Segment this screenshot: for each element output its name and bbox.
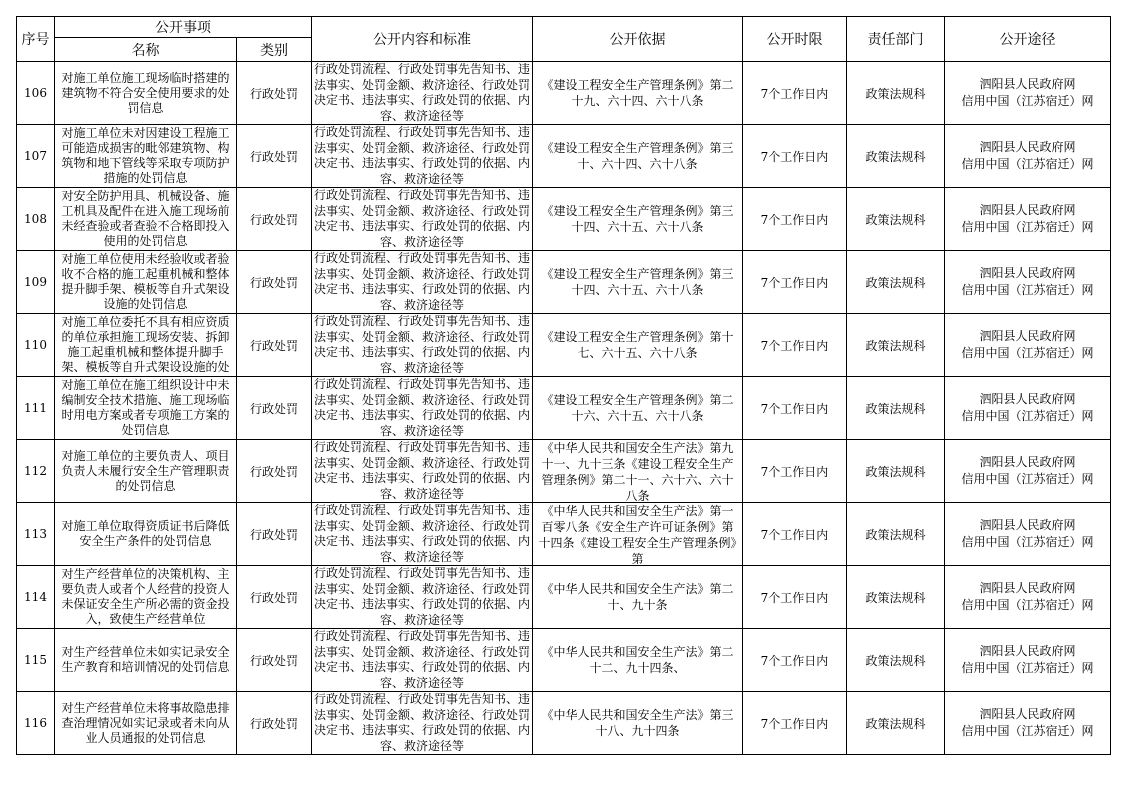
disclosure-content: 行政处罚流程、行政处罚事先告知书、违法事实、处罚金额、救济途径、行政处罚决定书、违法事实、行政处罚的依据、内容、救济途径等 [314, 629, 531, 690]
item-category: 行政处罚 [237, 377, 312, 440]
item-name: 对生产经营单位的决策机构、主要负责人或者个人经营的投资人未保证安全生产所必需的资金投入，致使生产经营单位 [61, 567, 230, 626]
responsible-department: 政策法规科 [847, 251, 945, 314]
content-cell [312, 188, 533, 251]
row-number: 112 [17, 440, 55, 503]
item-name: 对施工单位在施工组织设计中未编制安全技术措施、施工现场临时用电方案或者专项施工方案的处罚信息 [61, 378, 230, 437]
content-cell [312, 62, 533, 125]
channel-line-2: 信用中国（江苏宿迁）网 [961, 535, 1094, 549]
time-limit: 7个工作日内 [743, 692, 847, 755]
item-name: 对生产经营单位未将事故隐患排查治理情况如实记录或者未向从业人员通报的处罚信息 [61, 700, 230, 745]
header-seq: 序号 [17, 17, 55, 62]
basis-cell [533, 125, 743, 188]
disclosure-basis: 《建设工程安全生产管理条例》第三十四、六十五、六十八条 [541, 204, 734, 234]
header-basis: 公开依据 [533, 17, 743, 62]
disclosure-content: 行政处罚流程、行政处罚事先告知书、违法事实、处罚金额、救济途径、行政处罚决定书、违法事实、行政处罚的依据、内容、救济途径等 [314, 251, 531, 312]
channel-line-2: 信用中国（江苏宿迁）网 [961, 283, 1094, 297]
content-cell [312, 566, 533, 629]
disclosure-content: 行政处罚流程、行政处罚事先告知书、违法事实、处罚金额、救济途径、行政处罚决定书、违法事实、行政处罚的依据、内容、救济途径等 [314, 314, 531, 375]
disclosure-basis: 《中华人民共和国安全生产法》第三十八、九十四条 [541, 708, 734, 738]
row-number: 110 [17, 314, 55, 377]
item-name-cell [55, 377, 237, 440]
item-name: 对安全防护用具、机械设备、施工机具及配件在进入施工现场前未经查验或者查验不合格即投入使用的处罚信息 [61, 189, 230, 248]
table-row [17, 629, 1111, 692]
content-cell [312, 692, 533, 755]
time-limit: 7个工作日内 [743, 188, 847, 251]
item-name-cell [55, 629, 237, 692]
disclosure-content: 行政处罚流程、行政处罚事先告知书、违法事实、处罚金额、救济途径、行政处罚决定书、违法事实、行政处罚的依据、内容、救济途径等 [314, 692, 531, 753]
item-name-cell [55, 251, 237, 314]
channel-line-2: 信用中国（江苏宿迁）网 [961, 346, 1094, 360]
item-name-cell [55, 314, 237, 377]
item-category: 行政处罚 [237, 125, 312, 188]
row-number: 111 [17, 377, 55, 440]
channel-cell [945, 377, 1111, 440]
basis-cell [533, 377, 743, 440]
table-row [17, 503, 1111, 566]
row-number: 115 [17, 629, 55, 692]
disclosure-basis: 《建设工程安全生产管理条例》第十七、六十五、六十八条 [541, 330, 734, 360]
basis-cell [533, 692, 743, 755]
time-limit: 7个工作日内 [743, 377, 847, 440]
responsible-department: 政策法规科 [847, 503, 945, 566]
item-category: 行政处罚 [237, 503, 312, 566]
table-row [17, 440, 1111, 503]
responsible-department: 政策法规科 [847, 566, 945, 629]
channel-cell [945, 503, 1111, 566]
responsible-department: 政策法规科 [847, 62, 945, 125]
row-number: 116 [17, 692, 55, 755]
disclosure-basis: 《建设工程安全生产管理条例》第三十四、六十五、六十八条 [541, 267, 734, 297]
channel-cell [945, 314, 1111, 377]
disclosure-basis: 《中华人民共和国安全生产法》第二十、九十条 [541, 582, 734, 612]
disclosure-basis: 《中华人民共和国安全生产法》第九十一、九十三条《建设工程安全生产管理条例》第二十一、六十六、六十八条 [541, 441, 734, 502]
disclosure-content: 行政处罚流程、行政处罚事先告知书、违法事实、处罚金额、救济途径、行政处罚决定书、违法事实、行政处罚的依据、内容、救济途径等 [314, 377, 531, 438]
channel-line-1: 泗阳县人民政府网 [979, 644, 1076, 658]
item-name: 对施工单位委托不具有相应资质的单位承担施工现场安装、拆卸施工起重机械和整体提升脚手架、模板等自升式架设设施的处 [61, 315, 230, 374]
item-category: 行政处罚 [237, 314, 312, 377]
channel-line-2: 信用中国（江苏宿迁）网 [961, 157, 1094, 171]
basis-cell [533, 629, 743, 692]
table-row [17, 251, 1111, 314]
item-name-cell [55, 566, 237, 629]
item-name: 对施工单位施工现场临时搭建的建筑物不符合安全使用要求的处罚信息 [61, 70, 230, 115]
channel-line-1: 泗阳县人民政府网 [979, 581, 1076, 595]
table-row [17, 314, 1111, 377]
channel-line-2: 信用中国（江苏宿迁）网 [961, 472, 1094, 486]
responsible-department: 政策法规科 [847, 377, 945, 440]
header-time-limit: 公开时限 [743, 17, 847, 62]
channel-line-2: 信用中国（江苏宿迁）网 [961, 220, 1094, 234]
content-cell [312, 503, 533, 566]
item-name-cell [55, 62, 237, 125]
row-number: 113 [17, 503, 55, 566]
time-limit: 7个工作日内 [743, 314, 847, 377]
row-number: 114 [17, 566, 55, 629]
channel-line-1: 泗阳县人民政府网 [979, 392, 1076, 406]
content-cell [312, 440, 533, 503]
channel-line-2: 信用中国（江苏宿迁）网 [961, 598, 1094, 612]
table-row [17, 188, 1111, 251]
content-cell [312, 629, 533, 692]
disclosure-basis: 《建设工程安全生产管理条例》第二十九、六十四、六十八条 [541, 78, 734, 108]
table-row [17, 377, 1111, 440]
disclosure-table [16, 16, 1111, 755]
basis-cell [533, 62, 743, 125]
item-name-cell [55, 503, 237, 566]
item-name-cell [55, 188, 237, 251]
row-number: 108 [17, 188, 55, 251]
basis-cell [533, 503, 743, 566]
header-item-group: 公开事项 [55, 17, 312, 38]
channel-line-2: 信用中国（江苏宿迁）网 [961, 409, 1094, 423]
channel-cell [945, 125, 1111, 188]
channel-cell [945, 566, 1111, 629]
table-body [17, 62, 1111, 755]
item-name: 对生产经营单位未如实记录安全生产教育和培训情况的处罚信息 [61, 645, 230, 674]
channel-cell [945, 62, 1111, 125]
disclosure-basis: 《中华人民共和国安全生产法》第二十二、九十四条、 [541, 645, 734, 675]
item-category: 行政处罚 [237, 188, 312, 251]
content-cell [312, 125, 533, 188]
channel-line-1: 泗阳县人民政府网 [979, 329, 1076, 343]
channel-line-1: 泗阳县人民政府网 [979, 455, 1076, 469]
disclosure-content: 行政处罚流程、行政处罚事先告知书、违法事实、处罚金额、救济途径、行政处罚决定书、违法事实、行政处罚的依据、内容、救济途径等 [314, 440, 531, 501]
table-row [17, 62, 1111, 125]
item-category: 行政处罚 [237, 566, 312, 629]
item-category: 行政处罚 [237, 629, 312, 692]
channel-line-2: 信用中国（江苏宿迁）网 [961, 661, 1094, 675]
channel-line-1: 泗阳县人民政府网 [979, 266, 1076, 280]
channel-cell [945, 251, 1111, 314]
responsible-department: 政策法规科 [847, 125, 945, 188]
disclosure-content: 行政处罚流程、行政处罚事先告知书、违法事实、处罚金额、救济途径、行政处罚决定书、违法事实、行政处罚的依据、内容、救济途径等 [314, 125, 531, 186]
table-row [17, 125, 1111, 188]
row-number: 107 [17, 125, 55, 188]
channel-line-2: 信用中国（江苏宿迁）网 [961, 724, 1094, 738]
channel-line-1: 泗阳县人民政府网 [979, 203, 1076, 217]
responsible-department: 政策法规科 [847, 629, 945, 692]
item-name-cell [55, 440, 237, 503]
table-row [17, 566, 1111, 629]
time-limit: 7个工作日内 [743, 251, 847, 314]
item-name-cell [55, 692, 237, 755]
item-category: 行政处罚 [237, 440, 312, 503]
channel-line-2: 信用中国（江苏宿迁）网 [961, 94, 1094, 108]
item-category: 行政处罚 [237, 251, 312, 314]
row-number: 109 [17, 251, 55, 314]
item-name: 对施工单位取得资质证书后降低安全生产条件的处罚信息 [61, 519, 230, 548]
channel-line-1: 泗阳县人民政府网 [979, 707, 1076, 721]
responsible-department: 政策法规科 [847, 188, 945, 251]
time-limit: 7个工作日内 [743, 62, 847, 125]
header-name: 名称 [55, 38, 237, 62]
basis-cell [533, 314, 743, 377]
disclosure-basis: 《建设工程安全生产管理条例》第二十六、六十五、六十八条 [541, 393, 734, 423]
time-limit: 7个工作日内 [743, 566, 847, 629]
content-cell [312, 377, 533, 440]
row-number: 106 [17, 62, 55, 125]
basis-cell [533, 188, 743, 251]
channel-cell [945, 440, 1111, 503]
time-limit: 7个工作日内 [743, 629, 847, 692]
responsible-department: 政策法规科 [847, 314, 945, 377]
basis-cell [533, 251, 743, 314]
content-cell [312, 251, 533, 314]
header-category: 类别 [237, 38, 312, 62]
table-row [17, 692, 1111, 755]
channel-cell [945, 188, 1111, 251]
channel-line-1: 泗阳县人民政府网 [979, 518, 1076, 532]
channel-cell [945, 629, 1111, 692]
channel-line-1: 泗阳县人民政府网 [979, 140, 1076, 154]
responsible-department: 政策法规科 [847, 692, 945, 755]
disclosure-content: 行政处罚流程、行政处罚事先告知书、违法事实、处罚金额、救济途径、行政处罚决定书、违法事实、行政处罚的依据、内容、救济途径等 [314, 503, 531, 564]
item-category: 行政处罚 [237, 692, 312, 755]
disclosure-basis: 《建设工程安全生产管理条例》第三十、六十四、六十八条 [541, 141, 734, 171]
header-department: 责任部门 [847, 17, 945, 62]
time-limit: 7个工作日内 [743, 125, 847, 188]
header-channel: 公开途径 [945, 17, 1111, 62]
content-cell [312, 314, 533, 377]
time-limit: 7个工作日内 [743, 503, 847, 566]
item-category: 行政处罚 [237, 62, 312, 125]
channel-cell [945, 692, 1111, 755]
header-content: 公开内容和标准 [312, 17, 533, 62]
item-name: 对施工单位使用未经验收或者验收不合格的施工起重机械和整体提升脚手架、模板等自升式架设设施的处罚信息 [61, 252, 230, 311]
disclosure-content: 行政处罚流程、行政处罚事先告知书、违法事实、处罚金额、救济途径、行政处罚决定书、违法事实、行政处罚的依据、内容、救济途径等 [314, 62, 531, 123]
channel-line-1: 泗阳县人民政府网 [979, 77, 1076, 91]
item-name-cell [55, 125, 237, 188]
time-limit: 7个工作日内 [743, 440, 847, 503]
responsible-department: 政策法规科 [847, 440, 945, 503]
basis-cell [533, 566, 743, 629]
item-name: 对施工单位的主要负责人、项目负责人未履行安全生产管理职责的处罚信息 [61, 448, 230, 493]
item-name: 对施工单位未对因建设工程施工可能造成损害的毗邻建筑物、构筑物和地下管线等采取专项防护措施的处罚信息 [61, 126, 230, 185]
basis-cell [533, 440, 743, 503]
disclosure-basis: 《中华人民共和国安全生产法》第一百零八条《安全生产许可证条例》第十四条《建设工程安全生产管理条例》第 [538, 504, 737, 565]
disclosure-content: 行政处罚流程、行政处罚事先告知书、违法事实、处罚金额、救济途径、行政处罚决定书、违法事实、行政处罚的依据、内容、救济途径等 [314, 566, 531, 627]
disclosure-content: 行政处罚流程、行政处罚事先告知书、违法事实、处罚金额、救济途径、行政处罚决定书、违法事实、行政处罚的依据、内容、救济途径等 [314, 188, 531, 249]
table-header [17, 17, 1111, 62]
